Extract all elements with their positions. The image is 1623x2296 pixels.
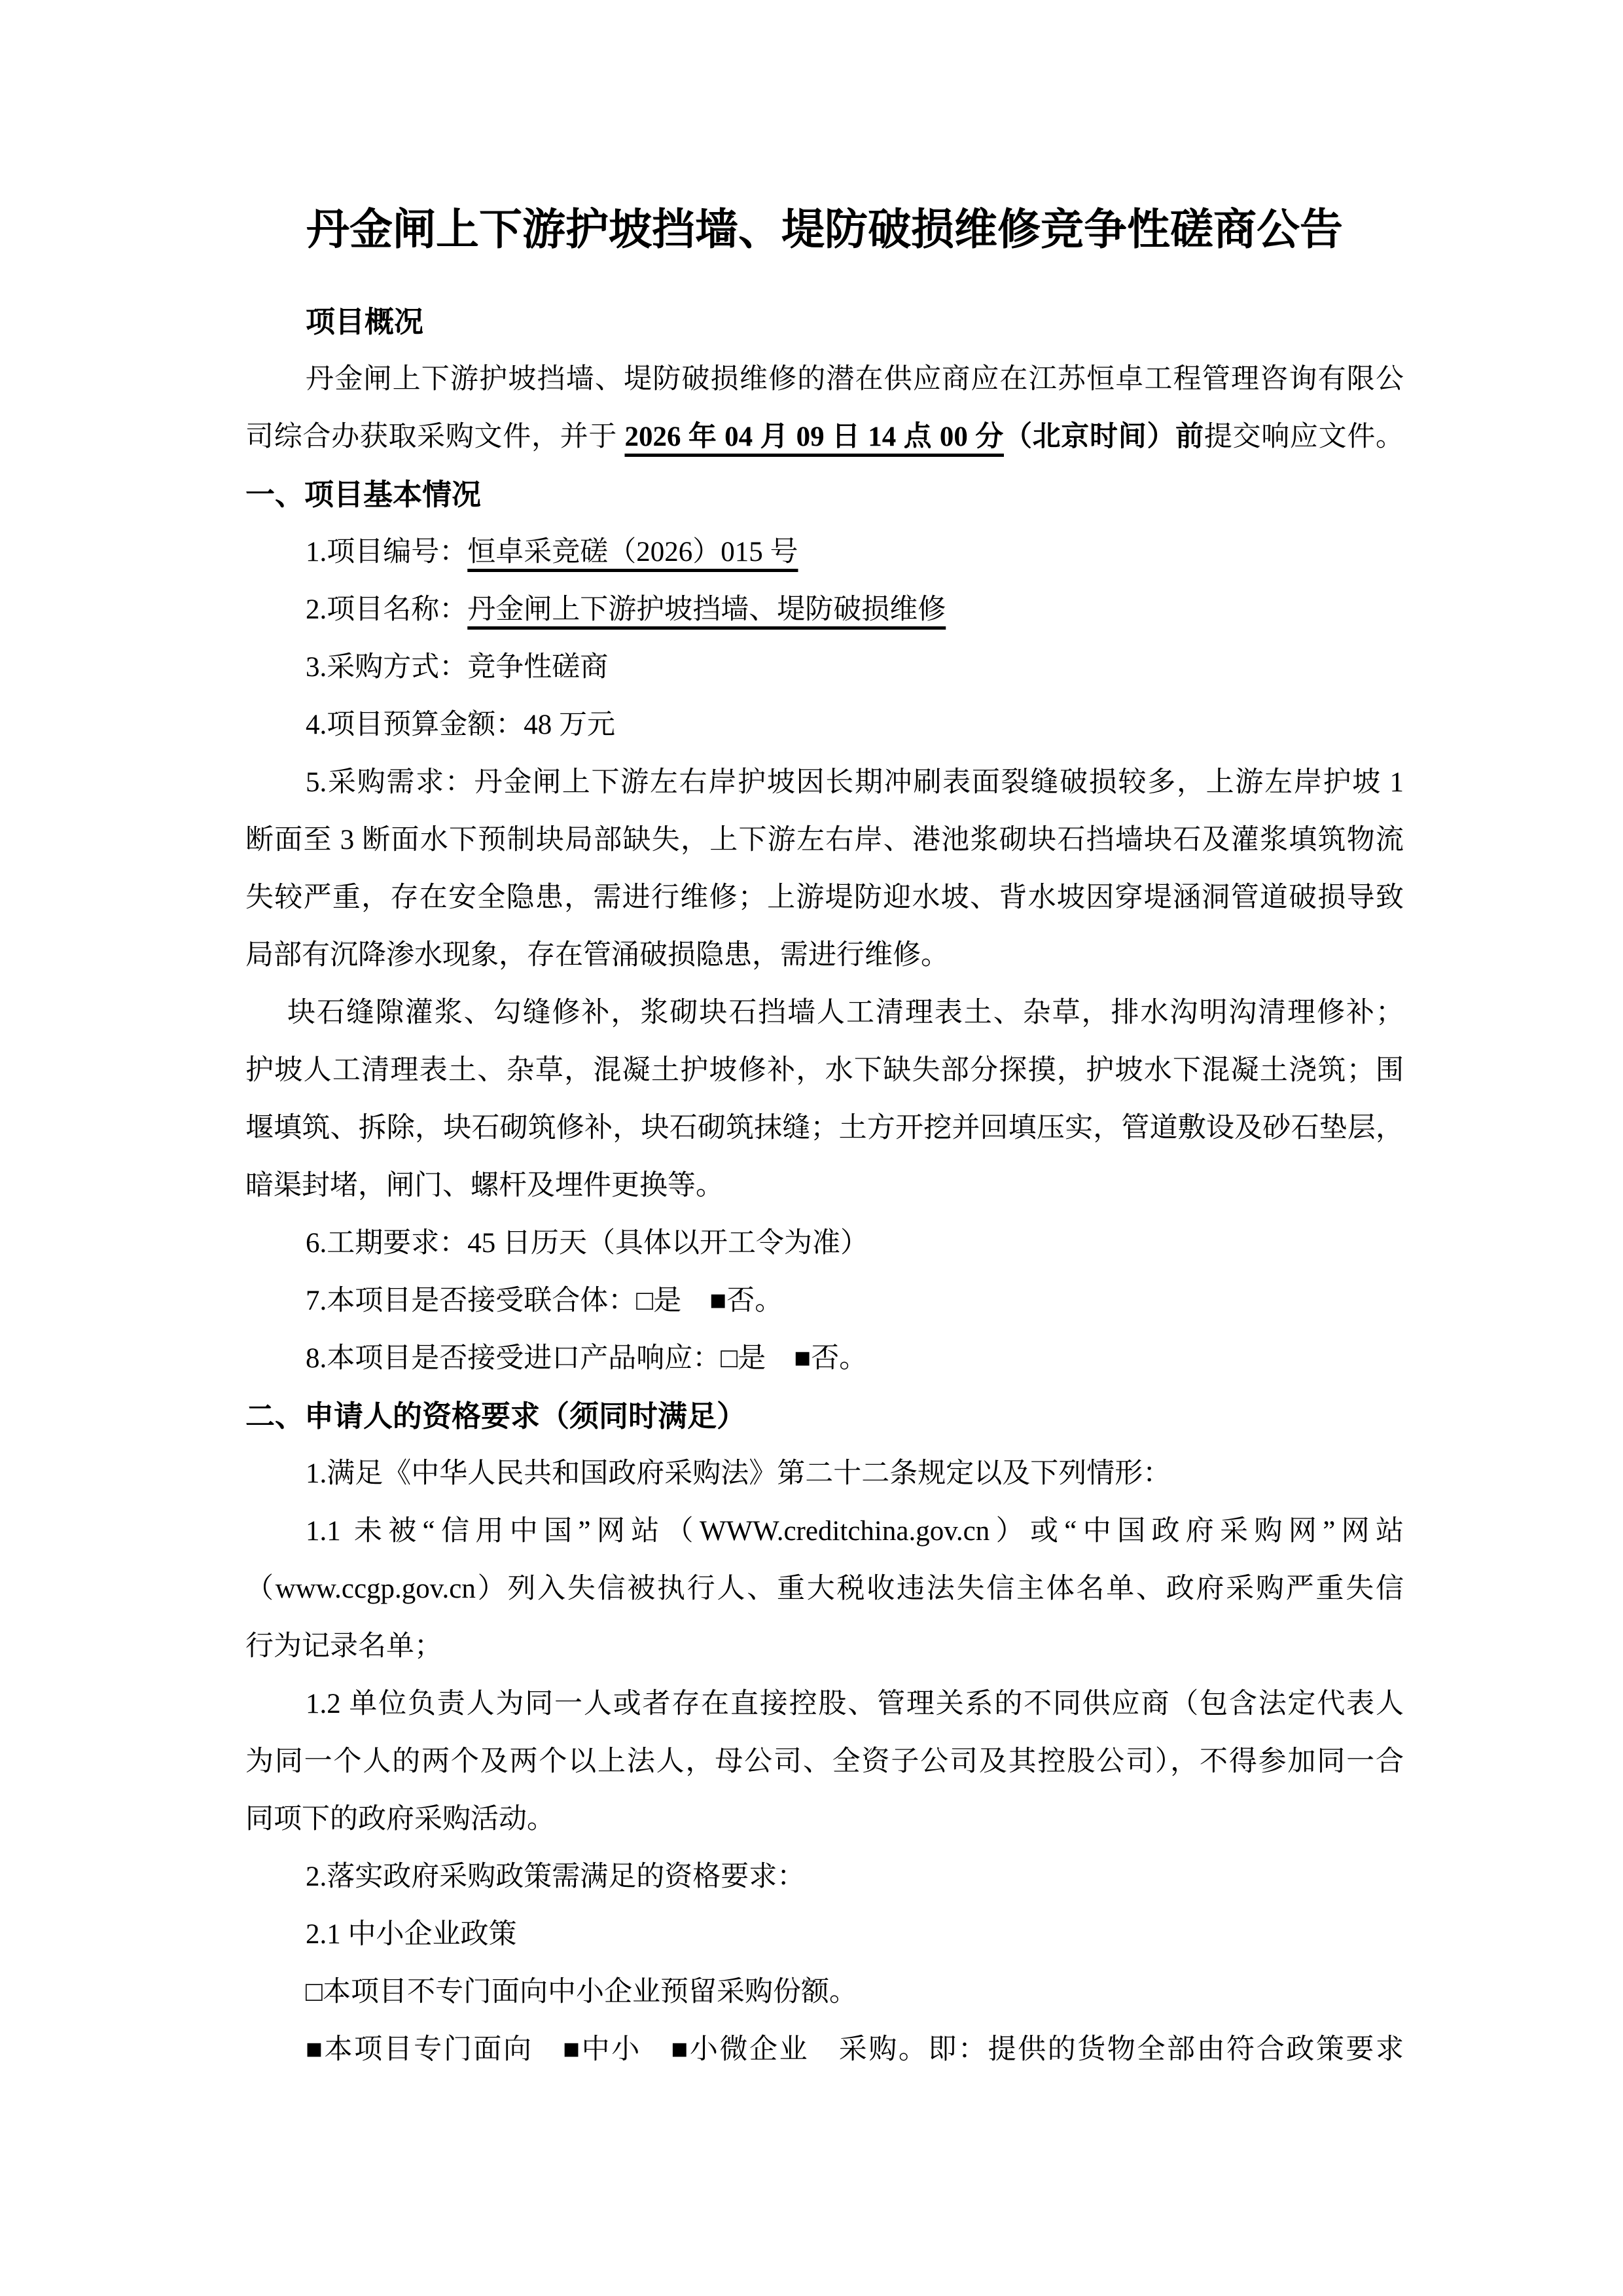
work-scope-line-2 [245,1042,1404,1100]
section-2-heading [245,1388,1404,1445]
text-segment: 中小 [581,2034,671,2065]
text-segment: 3.采购方式：竞争性磋商 [306,652,609,683]
text-segment: 1.项目编号： [306,537,468,567]
text-segment: 为同一个人的两个及两个以上法人，母公司、全资子公司及其控股公司），不得参加同一合 [245,1746,1404,1777]
text-segment: 块石缝隙灌浆、勾缝修补，浆砌块石挡墙人工清理表土、杂草，排水沟明沟清理修补； [287,997,1404,1028]
qualification-item-1-1-line-2 [245,1560,1404,1618]
sme-option-not-reserved [245,1964,1404,2021]
work-scope-line-4 [245,1157,1404,1215]
text-segment: 项目概况 [306,305,424,338]
checkbox-unchecked-icon: □ [721,1343,738,1374]
text-segment: 同项下的政府采购活动。 [245,1804,555,1835]
document-content [245,203,1404,2079]
text-segment: 断面至 3 断面水下预制块局部缺失，上下游左右岸、港池浆砌块石挡墙块石及灌浆填筑物流 [245,825,1404,855]
text-segment: 1.满足《中华人民共和国政府采购法》第二十二条规定以及下列情形： [306,1458,1171,1489]
text-segment: 是 [653,1285,710,1316]
text-segment: 7.本项目是否接受联合体： [306,1285,637,1316]
overview-paragraph-line-1 [245,351,1404,408]
overview-heading [245,293,1404,351]
text-segment: 2.项目名称： [306,594,468,625]
deadline-value: 2026 年 04 月 09 日 14 点 00 分 [624,422,1004,452]
text-segment: 丹金闸上下游护坡挡墙、堤防破损维修的潜在供应商应在江苏恒卓工程管理咨询有限公 [306,364,1404,395]
item-requirement-line-4 [245,927,1404,984]
text-segment: 司综合办获取采购文件，并于 [245,422,625,452]
text-segment: 否。 [726,1285,783,1316]
item-requirement-line-3 [245,869,1404,927]
text-segment: 1.1 未被“信用中国”网站（WWW.creditchina.gov.cn）或“中国政府采购网”网站 [306,1516,1404,1547]
text-segment: 1.2 单位负责人为同一人或者存在直接控股、管理关系的不同供应商（包含法定代表人 [306,1689,1404,1719]
item-requirement-line-1 [245,754,1404,812]
qualification-item-1-1-line-1 [245,1503,1404,1560]
work-scope-line-1 [245,984,1404,1042]
text-segment: 提交响应文件。 [1204,422,1404,452]
checkbox-checked-icon: ■ [306,2034,325,2065]
text-segment: 是 [738,1343,794,1374]
text-segment: 行为记录名单； [245,1631,442,1662]
checkbox-unchecked-icon: □ [636,1285,654,1316]
text-segment: 堰填筑、拆除，块石砌筑修补，块石砌筑抹缝；土方开挖并回填压实，管道敷设及砂石垫层， [245,1113,1404,1143]
document-body [245,293,1404,2079]
checkbox-checked-icon: ■ [794,1343,812,1374]
checkbox-unchecked-icon: □ [306,1977,323,2007]
text-segment: 5.采购需求：丹金闸上下游左右岸护坡因长期冲刷表面裂缝破损较多，上游左岸护坡 1 [306,767,1404,798]
text-segment: 小微企业 采购。即：提供的货物全部由符合政策要求 [689,2034,1404,2065]
text-segment: 8.本项目是否接受进口产品响应： [306,1343,721,1374]
text-segment: 护坡人工清理表土、杂草，混凝土护坡修补，水下缺失部分探摸，护坡水下混凝土浇筑；围 [245,1055,1404,1086]
item-duration [245,1215,1404,1272]
checkbox-checked-icon: ■ [671,2034,690,2065]
item-project-number [245,524,1404,581]
item-imported-products [245,1330,1404,1388]
checkbox-checked-icon: ■ [563,2034,582,2065]
text-segment: 2.1 中小企业政策 [306,1919,517,1950]
text-segment: 否。 [811,1343,868,1374]
text-segment: 4.项目预算金额：48 万元 [306,709,615,740]
work-scope-line-3 [245,1100,1404,1157]
overview-paragraph-line-2 [245,408,1404,466]
document-title: 丹金闸上下游护坡挡墙、堤防破损维修竞争性磋商公告 [306,205,1343,253]
text-segment: 2.落实政府采购政策需满足的资格要求： [306,1861,806,1892]
item-consortium [245,1272,1404,1330]
text-segment: （北京时间）前 [1003,422,1204,452]
text-segment: 6.工期要求：45 日历天（具体以开工令为准） [306,1228,868,1259]
item-budget [245,696,1404,754]
project-number-value: 恒卓采竞磋（2026）015 号 [467,537,798,567]
qualification-item-1-1-line-3 [245,1618,1404,1676]
qualification-item-2-1 [245,1906,1404,1964]
qualification-item-1 [245,1445,1404,1503]
text-segment: 二、申请人的资格要求（须同时满足） [245,1399,747,1433]
item-requirement-line-2 [245,812,1404,869]
text-segment: 暗渠封堵，闸门、螺杆及埋件更换等。 [245,1170,724,1201]
qualification-item-1-2-line-2 [245,1733,1404,1791]
text-segment: 本项目专门面向 [324,2034,563,2065]
project-name-value: 丹金闸上下游护坡挡墙、堤防破损维修 [467,594,946,625]
qualification-item-2 [245,1848,1404,1906]
text-segment: （www.ccgp.gov.cn）列入失信被执行人、重大税收违法失信主体名单、政府采购严重失信 [245,1573,1404,1604]
section-1-heading [245,466,1404,524]
text-segment: 本项目不专门面向中小企业预留采购份额。 [322,1977,857,2007]
sme-option-reserved [245,2021,1404,2079]
qualification-item-1-2-line-1 [245,1676,1404,1733]
qualification-item-1-2-line-3 [245,1791,1404,1848]
text-segment: 局部有沉降渗水现象，存在管涌破损隐患，需进行维修。 [245,940,949,971]
text-segment: 失较严重，存在安全隐患，需进行维修；上游堤防迎水坡、背水坡因穿堤涵洞管道破损导致 [245,882,1404,913]
checkbox-checked-icon: ■ [709,1285,727,1316]
item-project-name [245,581,1404,639]
item-procurement-method [245,639,1404,696]
text-segment: 一、项目基本情况 [245,478,482,511]
